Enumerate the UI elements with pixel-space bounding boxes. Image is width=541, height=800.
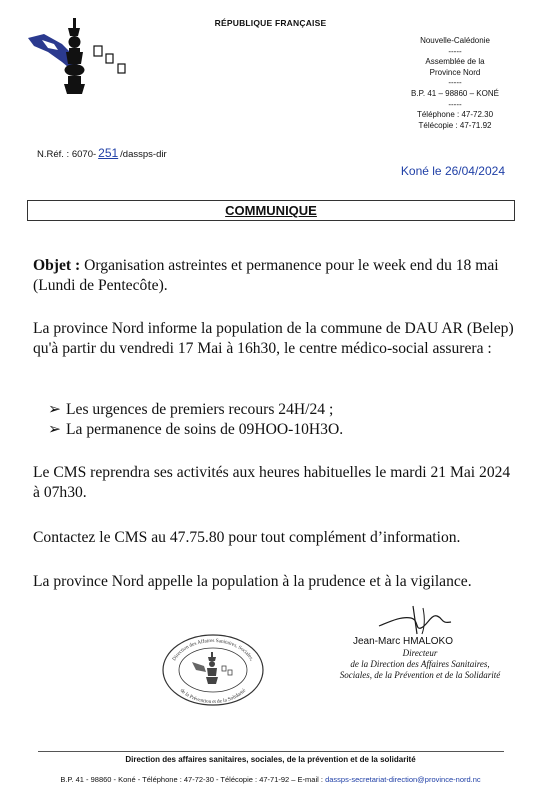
address-separator: -----	[448, 99, 462, 109]
objet-text: Organisation astreintes et permanence pour le week end du 18 mai (Lundi de Pentecôte).	[33, 257, 499, 294]
contact-paragraph: Contactez le CMS au 47.75.80 pour tout complément d’information.	[33, 529, 461, 546]
address-line: Assemblée de la	[425, 57, 485, 67]
republique-heading: RÉPUBLIQUE FRANÇAISE	[214, 18, 327, 28]
reprise-paragraph: Le CMS reprendra ses activités aux heures habituelles le mardi 21 Mai 2024 à 07h30.	[33, 464, 511, 501]
address-block	[395, 36, 515, 131]
signatory-title-line: de la Direction des Affaires Sanitaires,	[350, 659, 490, 669]
arrow-bullet-icon: ➢	[48, 401, 62, 418]
signatory-title-line: Sociales, de la Prévention et de la Solidarité	[339, 670, 501, 680]
intro-paragraph: La province Nord informe la population de la commune de DAU AR (Belep) qu'à partir du vendredi 17 Mai à 16h30, le centre médico-social assurera :	[33, 320, 514, 357]
objet-paragraph	[33, 256, 521, 296]
fax-line: Télécopie : 47-71.92	[418, 120, 492, 130]
stamp-bottom-text: de la Prévention et de la Solidarité	[178, 687, 248, 706]
address-line: Province Nord	[429, 67, 481, 77]
reference-line	[37, 146, 167, 160]
list-item	[48, 400, 518, 420]
document-title: COMMUNIQUE	[225, 203, 317, 218]
address-line: B.P. 41 – 98860 – KONÉ	[411, 88, 499, 98]
signatory-title	[330, 648, 510, 681]
footer-divider	[38, 751, 504, 752]
services-list	[48, 400, 518, 440]
arrow-bullet-icon: ➢	[48, 421, 62, 438]
signatory-name: Jean-Marc HMALOKO	[352, 636, 454, 647]
footer-contact-details: B.P. 41 - 98860 - Koné - Téléphone : 47-72-30 - Télécopie : 47-71-92 – E-mail :	[60, 775, 326, 784]
list-item-text: La permanence de soins de 09HOO-10H3O.	[66, 421, 344, 438]
official-stamp	[160, 632, 266, 708]
phone-line: Téléphone : 47-72.30	[416, 110, 494, 120]
address-line: Nouvelle-Calédonie	[420, 36, 490, 45]
reference-prefix: N.Réf. : 6070-	[37, 149, 97, 160]
footer-email-link[interactable]: dassps-secretariat-direction@province-nord.nc	[325, 775, 481, 784]
handwritten-signature	[375, 604, 455, 636]
title-box	[27, 200, 515, 221]
svg-text:de la Prévention et de la Soli	[179, 687, 248, 705]
address-separator: -----	[448, 46, 462, 56]
document-date: Koné le 26/04/2024	[400, 164, 505, 178]
address-separator: -----	[448, 78, 462, 88]
list-item-text: Les urgences de premiers recours 24H/24 ;	[66, 401, 334, 418]
list-item	[48, 420, 518, 440]
objet-label: Objet :	[33, 257, 81, 274]
vigilance-paragraph: La province Nord appelle la population à la prudence et à la vigilance.	[33, 573, 472, 590]
reference-suffix: /dassps-dir	[120, 149, 167, 160]
stamp-top-text: Direction des Affaires Sanitaires, Sociales,	[171, 637, 255, 663]
reference-number: 251	[98, 146, 119, 160]
signatory-title-line: Directeur	[402, 648, 438, 658]
footer-contact	[0, 775, 541, 784]
footer-department: Direction des affaires sanitaires, sociales, de la prévention et de la solidarité	[125, 755, 416, 764]
